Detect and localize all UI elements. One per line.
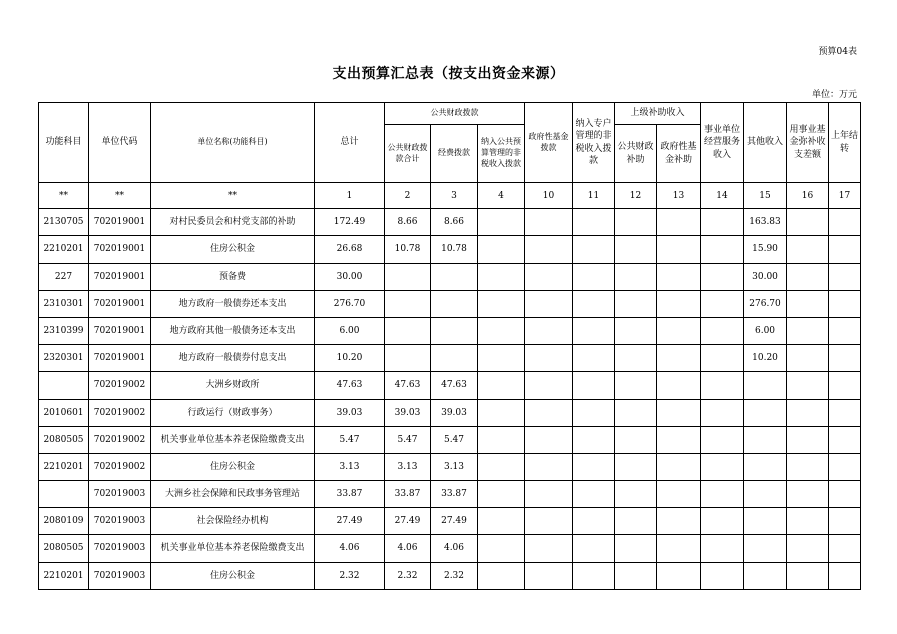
unit-name-cell: 地方政府一般债券付息支出 — [151, 345, 315, 372]
table-row — [39, 426, 861, 453]
other-cell — [744, 481, 787, 508]
special-nontax-cell — [573, 209, 615, 236]
header-nontax: 纳入公共预算管理的非税收入拨款 — [478, 125, 525, 183]
func-code-cell: 2210201 — [39, 453, 89, 480]
other-cell — [744, 508, 787, 535]
sup-gov-fund-cell — [657, 263, 701, 290]
sup-public-cell — [615, 209, 657, 236]
form-code: 预算04表 — [818, 47, 857, 57]
sup-gov-fund-cell — [657, 481, 701, 508]
other-cell: 276.70 — [744, 290, 787, 317]
operating-cell: 8.66 — [431, 209, 478, 236]
budget-table — [38, 102, 861, 590]
nontax-cell — [478, 372, 525, 399]
header-sup-public: 公共财政补助 — [615, 125, 657, 183]
operating-cell: 39.03 — [431, 399, 478, 426]
unit-name-cell: 大洲乡财政所 — [151, 372, 315, 399]
other-cell — [744, 453, 787, 480]
header-gov-fund: 政府性基金拨款 — [525, 103, 573, 183]
unit-code-cell: 702019001 — [89, 317, 151, 344]
business-cell — [701, 453, 744, 480]
header-func-subject: 功能科目 — [39, 103, 89, 183]
total-cell: 47.63 — [315, 372, 385, 399]
table-row — [39, 372, 861, 399]
business-cell — [701, 209, 744, 236]
operating-cell: 5.47 — [431, 426, 478, 453]
business-cell — [701, 562, 744, 589]
index-cell: 10 — [525, 183, 573, 209]
other-cell: 10.20 — [744, 345, 787, 372]
business-cell — [701, 508, 744, 535]
fund-balance-cell — [787, 209, 829, 236]
operating-cell: 3.13 — [431, 453, 478, 480]
table-row — [39, 345, 861, 372]
table-row — [39, 236, 861, 263]
total-cell: 33.87 — [315, 481, 385, 508]
gov-fund-cell — [525, 399, 573, 426]
func-code-cell: 2210201 — [39, 236, 89, 263]
total-cell: 3.13 — [315, 453, 385, 480]
public-fiscal-total-cell: 10.78 — [385, 236, 431, 263]
unit-code-cell: 702019003 — [89, 562, 151, 589]
fund-balance-cell — [787, 535, 829, 562]
unit-code-cell: 702019001 — [89, 263, 151, 290]
sup-gov-fund-cell — [657, 508, 701, 535]
nontax-cell — [478, 453, 525, 480]
total-cell: 27.49 — [315, 508, 385, 535]
unit-name-cell: 住房公积金 — [151, 453, 315, 480]
operating-cell: 27.49 — [431, 508, 478, 535]
index-cell: 4 — [478, 183, 525, 209]
nontax-cell — [478, 317, 525, 344]
fund-balance-cell — [787, 453, 829, 480]
nontax-cell — [478, 263, 525, 290]
sup-public-cell — [615, 263, 657, 290]
func-code-cell: 2010601 — [39, 399, 89, 426]
table-row — [39, 290, 861, 317]
unit-code-cell: 702019003 — [89, 481, 151, 508]
gov-fund-cell — [525, 209, 573, 236]
fund-balance-cell — [787, 562, 829, 589]
unit-code-cell: 702019001 — [89, 290, 151, 317]
operating-cell — [431, 317, 478, 344]
other-cell — [744, 426, 787, 453]
index-cell: 17 — [829, 183, 861, 209]
header-unit-code: 单位代码 — [89, 103, 151, 183]
index-cell: 1 — [315, 183, 385, 209]
table-row — [39, 209, 861, 236]
func-code-cell: 227 — [39, 263, 89, 290]
sup-gov-fund-cell — [657, 426, 701, 453]
other-cell — [744, 535, 787, 562]
index-cell: ** — [151, 183, 315, 209]
business-cell — [701, 535, 744, 562]
unit-name-cell: 机关事业单位基本养老保险缴费支出 — [151, 426, 315, 453]
fund-balance-cell — [787, 317, 829, 344]
unit-name-cell: 预备费 — [151, 263, 315, 290]
fund-balance-cell — [787, 345, 829, 372]
index-cell: 11 — [573, 183, 615, 209]
operating-cell — [431, 290, 478, 317]
index-cell: ** — [39, 183, 89, 209]
unit-name-cell: 住房公积金 — [151, 562, 315, 589]
sup-gov-fund-cell — [657, 317, 701, 344]
special-nontax-cell — [573, 481, 615, 508]
total-cell: 30.00 — [315, 263, 385, 290]
fund-balance-cell — [787, 399, 829, 426]
nontax-cell — [478, 508, 525, 535]
unit-code-cell: 702019001 — [89, 345, 151, 372]
gov-fund-cell — [525, 345, 573, 372]
total-cell: 4.06 — [315, 535, 385, 562]
sup-public-cell — [615, 453, 657, 480]
index-cell: 12 — [615, 183, 657, 209]
index-cell: 3 — [431, 183, 478, 209]
unit-code-cell: 702019001 — [89, 236, 151, 263]
header-last-year: 上年结转 — [829, 103, 861, 183]
func-code-cell: 2130705 — [39, 209, 89, 236]
nontax-cell — [478, 562, 525, 589]
public-fiscal-total-cell: 3.13 — [385, 453, 431, 480]
special-nontax-cell — [573, 345, 615, 372]
last-year-cell — [829, 236, 861, 263]
public-fiscal-total-cell — [385, 345, 431, 372]
unit-code-cell: 702019001 — [89, 209, 151, 236]
last-year-cell — [829, 290, 861, 317]
sup-gov-fund-cell — [657, 562, 701, 589]
operating-cell: 10.78 — [431, 236, 478, 263]
table-row — [39, 317, 861, 344]
gov-fund-cell — [525, 535, 573, 562]
nontax-cell — [478, 345, 525, 372]
public-fiscal-total-cell — [385, 263, 431, 290]
func-code-cell: 2210201 — [39, 562, 89, 589]
other-cell: 30.00 — [744, 263, 787, 290]
nontax-cell — [478, 290, 525, 317]
func-code-cell: 2310399 — [39, 317, 89, 344]
header-operating: 经费拨款 — [431, 125, 478, 183]
page-title: 支出预算汇总表（按支出资金来源） — [332, 66, 565, 82]
special-nontax-cell — [573, 290, 615, 317]
func-code-cell — [39, 481, 89, 508]
nontax-cell — [478, 535, 525, 562]
business-cell — [701, 426, 744, 453]
operating-cell: 33.87 — [431, 481, 478, 508]
public-fiscal-total-cell: 47.63 — [385, 372, 431, 399]
total-cell: 39.03 — [315, 399, 385, 426]
total-cell: 276.70 — [315, 290, 385, 317]
index-row — [39, 183, 861, 209]
index-cell: 16 — [787, 183, 829, 209]
gov-fund-cell — [525, 453, 573, 480]
sup-public-cell — [615, 372, 657, 399]
business-cell — [701, 372, 744, 399]
business-cell — [701, 236, 744, 263]
unit-code-cell: 702019003 — [89, 535, 151, 562]
gov-fund-cell — [525, 236, 573, 263]
last-year-cell — [829, 453, 861, 480]
unit-name-cell: 行政运行（财政事务） — [151, 399, 315, 426]
special-nontax-cell — [573, 236, 615, 263]
last-year-cell — [829, 426, 861, 453]
sup-gov-fund-cell — [657, 345, 701, 372]
header-unit-name: 单位名称(功能科目) — [151, 103, 315, 183]
table-row — [39, 263, 861, 290]
header-superior: 上级补助收入 — [615, 103, 701, 125]
business-cell — [701, 290, 744, 317]
gov-fund-cell — [525, 481, 573, 508]
header-public-fiscal: 公共财政拨款 — [385, 103, 525, 125]
last-year-cell — [829, 209, 861, 236]
special-nontax-cell — [573, 453, 615, 480]
header-public-fiscal-total: 公共财政拨款合计 — [385, 125, 431, 183]
sup-public-cell — [615, 426, 657, 453]
gov-fund-cell — [525, 263, 573, 290]
unit-name-cell: 住房公积金 — [151, 236, 315, 263]
special-nontax-cell — [573, 399, 615, 426]
gov-fund-cell — [525, 372, 573, 399]
table-row — [39, 453, 861, 480]
special-nontax-cell — [573, 562, 615, 589]
public-fiscal-total-cell — [385, 317, 431, 344]
gov-fund-cell — [525, 426, 573, 453]
unit-name-cell: 机关事业单位基本养老保险缴费支出 — [151, 535, 315, 562]
public-fiscal-total-cell: 4.06 — [385, 535, 431, 562]
other-cell — [744, 562, 787, 589]
unit-name-cell: 地方政府其他一般债务还本支出 — [151, 317, 315, 344]
gov-fund-cell — [525, 562, 573, 589]
gov-fund-cell — [525, 508, 573, 535]
special-nontax-cell — [573, 535, 615, 562]
func-code-cell: 2320301 — [39, 345, 89, 372]
func-code-cell: 2080109 — [39, 508, 89, 535]
index-cell: 15 — [744, 183, 787, 209]
total-cell: 6.00 — [315, 317, 385, 344]
business-cell — [701, 317, 744, 344]
nontax-cell — [478, 209, 525, 236]
table-row — [39, 399, 861, 426]
public-fiscal-total-cell — [385, 290, 431, 317]
sup-public-cell — [615, 508, 657, 535]
sup-gov-fund-cell — [657, 535, 701, 562]
nontax-cell — [478, 481, 525, 508]
func-code-cell: 2080505 — [39, 426, 89, 453]
public-fiscal-total-cell: 5.47 — [385, 426, 431, 453]
total-cell: 172.49 — [315, 209, 385, 236]
unit-code-cell: 702019002 — [89, 399, 151, 426]
public-fiscal-total-cell: 33.87 — [385, 481, 431, 508]
unit-name-cell: 地方政府一般债券还本支出 — [151, 290, 315, 317]
last-year-cell — [829, 345, 861, 372]
sup-public-cell — [615, 236, 657, 263]
last-year-cell — [829, 399, 861, 426]
other-cell: 6.00 — [744, 317, 787, 344]
business-cell — [701, 263, 744, 290]
public-fiscal-total-cell: 27.49 — [385, 508, 431, 535]
func-code-cell — [39, 372, 89, 399]
sup-gov-fund-cell — [657, 453, 701, 480]
business-cell — [701, 399, 744, 426]
business-cell — [701, 481, 744, 508]
unit-code-cell: 702019002 — [89, 426, 151, 453]
fund-balance-cell — [787, 236, 829, 263]
fund-balance-cell — [787, 481, 829, 508]
sup-gov-fund-cell — [657, 372, 701, 399]
fund-balance-cell — [787, 426, 829, 453]
special-nontax-cell — [573, 372, 615, 399]
sup-gov-fund-cell — [657, 399, 701, 426]
fund-balance-cell — [787, 290, 829, 317]
index-cell: 14 — [701, 183, 744, 209]
header-special-nontax: 纳入专户管理的非税收入拨款 — [573, 103, 615, 183]
unit-label: 单位：万元 — [811, 90, 857, 100]
sup-public-cell — [615, 481, 657, 508]
table-row — [39, 535, 861, 562]
operating-cell: 4.06 — [431, 535, 478, 562]
sup-gov-fund-cell — [657, 209, 701, 236]
special-nontax-cell — [573, 508, 615, 535]
sup-public-cell — [615, 317, 657, 344]
sup-public-cell — [615, 399, 657, 426]
public-fiscal-total-cell: 8.66 — [385, 209, 431, 236]
last-year-cell — [829, 263, 861, 290]
other-cell — [744, 372, 787, 399]
table-row — [39, 508, 861, 535]
operating-cell: 47.63 — [431, 372, 478, 399]
gov-fund-cell — [525, 290, 573, 317]
header-sup-gov-fund: 政府性基金补助 — [657, 125, 701, 183]
special-nontax-cell — [573, 263, 615, 290]
total-cell: 2.32 — [315, 562, 385, 589]
business-cell — [701, 345, 744, 372]
index-cell: ** — [89, 183, 151, 209]
func-code-cell: 2310301 — [39, 290, 89, 317]
index-cell: 13 — [657, 183, 701, 209]
public-fiscal-total-cell: 2.32 — [385, 562, 431, 589]
unit-name-cell: 大洲乡社会保障和民政事务管理站 — [151, 481, 315, 508]
sup-public-cell — [615, 535, 657, 562]
other-cell — [744, 399, 787, 426]
gov-fund-cell — [525, 317, 573, 344]
table-row — [39, 481, 861, 508]
fund-balance-cell — [787, 372, 829, 399]
func-code-cell: 2080505 — [39, 535, 89, 562]
unit-name-cell: 对村民委员会和村党支部的补助 — [151, 209, 315, 236]
nontax-cell — [478, 426, 525, 453]
fund-balance-cell — [787, 263, 829, 290]
last-year-cell — [829, 508, 861, 535]
header-total: 总计 — [315, 103, 385, 183]
special-nontax-cell — [573, 426, 615, 453]
operating-cell — [431, 263, 478, 290]
last-year-cell — [829, 317, 861, 344]
index-cell: 2 — [385, 183, 431, 209]
sup-public-cell — [615, 562, 657, 589]
operating-cell — [431, 345, 478, 372]
unit-name-cell: 社会保险经办机构 — [151, 508, 315, 535]
header-other: 其他收入 — [744, 103, 787, 183]
unit-code-cell: 702019002 — [89, 372, 151, 399]
header-fund-balance: 用事业基金弥补收支差额 — [787, 103, 829, 183]
public-fiscal-total-cell: 39.03 — [385, 399, 431, 426]
special-nontax-cell — [573, 317, 615, 344]
sup-gov-fund-cell — [657, 290, 701, 317]
total-cell: 10.20 — [315, 345, 385, 372]
total-cell: 5.47 — [315, 426, 385, 453]
total-cell: 26.68 — [315, 236, 385, 263]
table-row — [39, 562, 861, 589]
header-business: 事业单位经营服务收入 — [701, 103, 744, 183]
sup-public-cell — [615, 345, 657, 372]
sup-public-cell — [615, 290, 657, 317]
nontax-cell — [478, 236, 525, 263]
other-cell: 15.90 — [744, 236, 787, 263]
other-cell: 163.83 — [744, 209, 787, 236]
last-year-cell — [829, 562, 861, 589]
nontax-cell — [478, 399, 525, 426]
last-year-cell — [829, 481, 861, 508]
unit-code-cell: 702019002 — [89, 453, 151, 480]
last-year-cell — [829, 372, 861, 399]
operating-cell: 2.32 — [431, 562, 478, 589]
last-year-cell — [829, 535, 861, 562]
fund-balance-cell — [787, 508, 829, 535]
sup-gov-fund-cell — [657, 236, 701, 263]
unit-code-cell: 702019003 — [89, 508, 151, 535]
